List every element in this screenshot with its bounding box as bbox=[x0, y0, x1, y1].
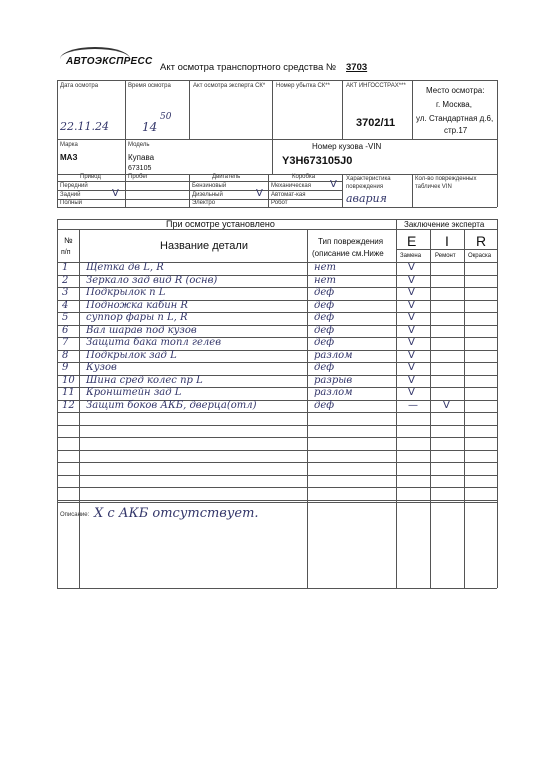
col-r-sub: Окраска bbox=[468, 253, 492, 259]
mileage-label: Пробег bbox=[128, 174, 148, 180]
row-part-name: Кузов bbox=[86, 362, 117, 373]
damage-char-label-2: повреждения bbox=[346, 184, 384, 190]
row-part-name: Защит боков АКБ, дверца(отл) bbox=[86, 399, 257, 411]
table-row-line bbox=[57, 437, 497, 438]
drive-front: Передний bbox=[60, 183, 88, 189]
row-damage-type: деф bbox=[314, 287, 335, 298]
row-part-name: Защита бака топл гелев bbox=[86, 337, 222, 348]
row-part-name: Щетка дв L, R bbox=[86, 262, 164, 273]
row-part-name: Подножка кабин R bbox=[86, 299, 188, 311]
brand-label: Марка bbox=[60, 142, 78, 148]
row-replace-mark: V bbox=[408, 312, 415, 323]
date-value: 22.11.24 bbox=[60, 120, 109, 133]
engine-electric: Электро bbox=[192, 200, 216, 206]
col-no-label-2: п/п bbox=[61, 249, 71, 256]
row-number: 2 bbox=[62, 274, 69, 286]
row-replace-mark: V bbox=[408, 262, 415, 273]
row-number: 10 bbox=[62, 374, 75, 386]
col-i-sub: Ремонт bbox=[435, 253, 456, 259]
col-i-header: I bbox=[445, 233, 449, 249]
gear-automatic: Автомат-кая bbox=[271, 192, 306, 198]
row-number: 6 bbox=[62, 324, 69, 336]
engine-diesel-check: V bbox=[256, 188, 263, 199]
row-replace-mark: V bbox=[408, 349, 415, 361]
engine-label: Двигатель bbox=[212, 174, 241, 180]
model-value: Купава bbox=[128, 153, 155, 162]
vin-value: Y3H673105J0 bbox=[282, 155, 353, 167]
drive-rear-check: V bbox=[112, 188, 119, 199]
table-row-line bbox=[57, 475, 497, 476]
row-replace-mark: — bbox=[408, 399, 418, 411]
row-damage-type: нет bbox=[314, 274, 336, 286]
row-part-name: Вал шарав под кузов bbox=[86, 324, 197, 336]
date-label: Дата осмотра bbox=[60, 83, 99, 89]
row-damage-type: деф bbox=[314, 337, 335, 348]
row-replace-mark: V bbox=[408, 387, 415, 398]
model-value-code: 673105 bbox=[128, 165, 152, 172]
row-number: 5 bbox=[62, 312, 69, 323]
row-part-name: Шина сред колес пр L bbox=[86, 374, 203, 386]
time-hour: 14 bbox=[142, 120, 158, 134]
damage-char-value: авария bbox=[346, 192, 387, 205]
brand-value: МАЗ bbox=[60, 153, 78, 162]
description-text: Х с АКБ отсутствует. bbox=[94, 506, 259, 521]
row-replace-mark: V bbox=[408, 274, 415, 286]
col-e-sub: Замена bbox=[400, 253, 422, 259]
row-damage-type: разлом bbox=[314, 349, 353, 361]
row-replace-mark: V bbox=[408, 374, 415, 386]
gear-mechanical: Механическая bbox=[271, 183, 312, 189]
place-street: ул. Стандартная д.6, bbox=[416, 114, 494, 123]
col-no-label: № bbox=[64, 236, 73, 245]
time-label: Время осмотра bbox=[128, 83, 171, 89]
place-city: г. Москва, bbox=[436, 100, 472, 109]
row-part-name: Зеркало зад вид R (оснв) bbox=[86, 274, 218, 286]
engine-petrol: Бензиновый bbox=[192, 183, 227, 189]
row-replace-mark: V bbox=[408, 287, 415, 298]
table-row-line bbox=[57, 412, 497, 413]
row-replace-mark: V bbox=[408, 337, 415, 348]
drive-label: Привод bbox=[80, 174, 101, 180]
row-part-name: суппор фары п L, R bbox=[86, 312, 188, 323]
row-number: 3 bbox=[62, 287, 69, 298]
document-title: Акт осмотра транспортного средства № bbox=[160, 62, 337, 73]
row-damage-type: деф bbox=[314, 324, 335, 336]
row-part-name: Подкрылок п L bbox=[86, 287, 166, 298]
row-number: 8 bbox=[62, 349, 69, 361]
company-logo: АВТОЭКСПРЕСС bbox=[66, 56, 153, 67]
row-number: 4 bbox=[62, 299, 69, 311]
table-row-line bbox=[57, 362, 497, 363]
row-number: 7 bbox=[62, 337, 69, 348]
row-part-name: Подкрылок зад L bbox=[86, 349, 177, 361]
row-replace-mark: V bbox=[408, 324, 415, 336]
model-label: Модель bbox=[128, 142, 150, 148]
place-building: стр.17 bbox=[444, 126, 468, 135]
section-title: При осмотре установлено bbox=[166, 219, 275, 229]
damage-char-label: Характеристика bbox=[346, 176, 391, 182]
vin-plates-label: Кол-во поврежденных bbox=[415, 176, 477, 182]
col-damage-header: Тип повреждения bbox=[318, 237, 384, 246]
col-part-header: Название детали bbox=[160, 240, 248, 252]
drive-full: Полный bbox=[60, 200, 82, 206]
table-row-line bbox=[57, 450, 497, 451]
row-damage-type: деф bbox=[314, 362, 335, 373]
row-damage-type: разлом bbox=[314, 387, 353, 398]
row-damage-type: деф bbox=[314, 399, 335, 411]
table-row-line bbox=[57, 487, 497, 488]
row-replace-mark: V bbox=[408, 362, 415, 373]
row-damage-type: деф bbox=[314, 312, 335, 323]
engine-diesel: Дизельный bbox=[192, 192, 223, 198]
table-row-line bbox=[57, 462, 497, 463]
ingos-act-value: 3702/11 bbox=[356, 117, 396, 129]
expert-act-label: Акт осмотра эксперта СК* bbox=[193, 83, 266, 89]
row-repair-mark: V bbox=[443, 399, 450, 411]
row-replace-mark: V bbox=[408, 299, 415, 311]
row-number: 12 bbox=[62, 399, 75, 411]
row-number: 9 bbox=[62, 362, 69, 373]
row-damage-type: разрыв bbox=[314, 374, 353, 386]
time-minutes: 50 bbox=[160, 112, 172, 122]
document-number: 3703 bbox=[346, 62, 368, 73]
place-label: Место осмотра: bbox=[426, 86, 485, 95]
table-row-line bbox=[57, 500, 497, 501]
vin-label: Номер кузова -VIN bbox=[312, 142, 382, 151]
expert-conclusion-title: Заключение эксперта bbox=[404, 220, 485, 229]
row-damage-type: деф bbox=[314, 299, 335, 311]
vin-plates-label-2: табличек VIN bbox=[415, 184, 452, 190]
gear-robot: Робот bbox=[271, 200, 288, 206]
drive-rear: Задний bbox=[60, 192, 81, 198]
row-part-name: Кронштейн зад L bbox=[86, 387, 182, 398]
gear-mechanical-check: V bbox=[330, 179, 337, 190]
ingos-act-label: АКТ ИНГОССТРАХ*** bbox=[346, 83, 406, 89]
col-r-header: R bbox=[476, 233, 487, 249]
table-row-line bbox=[57, 425, 497, 426]
col-e-header: E bbox=[407, 233, 417, 249]
row-number: 11 bbox=[62, 387, 75, 398]
col-damage-header-2: (описание см.Ниже bbox=[312, 249, 384, 258]
gearbox-label: Коробка bbox=[292, 174, 316, 180]
loss-number-label: Номер убытка СК** bbox=[276, 83, 330, 89]
row-damage-type: нет bbox=[314, 262, 336, 273]
description-label: Описание: bbox=[60, 512, 90, 518]
row-number: 1 bbox=[62, 262, 69, 273]
